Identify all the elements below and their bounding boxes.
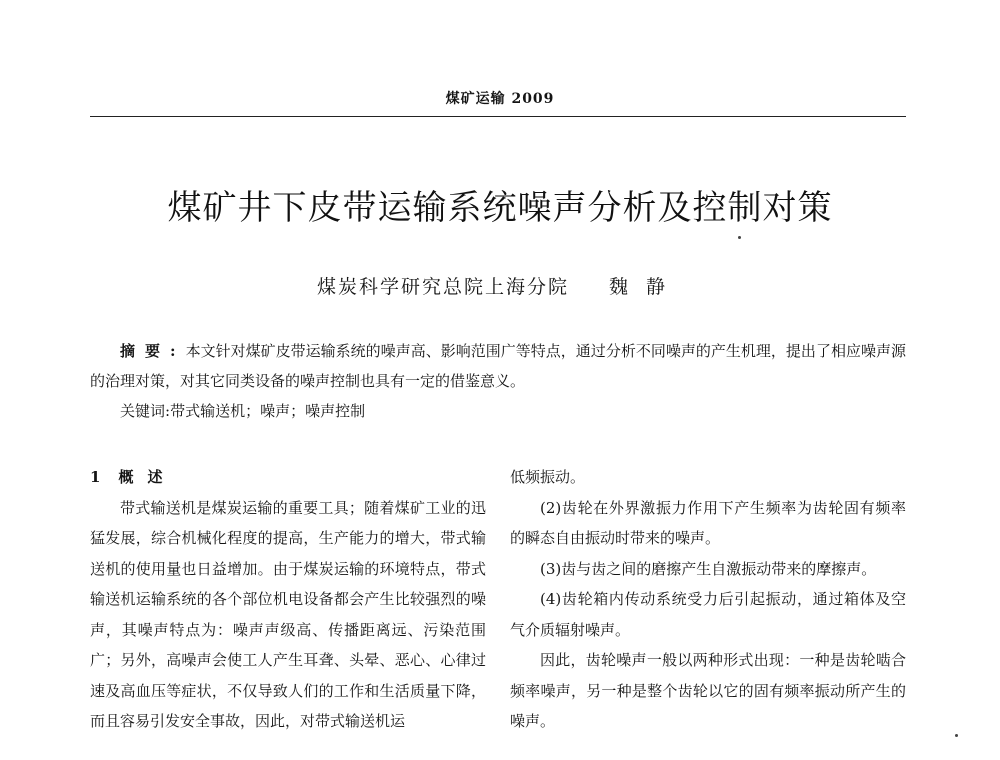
abstract-label: 摘要: xyxy=(120,342,186,360)
article-title: 煤矿井下皮带运输系统噪声分析及控制对策 xyxy=(167,188,833,228)
keywords-label: 关键词: xyxy=(120,402,171,420)
body-paragraph: 带式输送机是煤炭运输的重要工具；随着煤矿工业的迅猛发展，综合机械化程度的提高，生产能力的增大，带式输送机的使用量也日益增加。由于煤炭运输的环境特点，带式输送机运输系统的各个部位机电设备都会产生比较强烈的噪声，其噪声特点为：噪声声级高、传播距离远、污染范围广；另外，高噪声会使工人产生耳聋、头晕、恶心、心律过速及高血压等症状，不仅导致人们的工作和生活质量下降，而且容易引发安全事故，因此，对带式输送机运 xyxy=(90,498,486,730)
scan-speck xyxy=(738,236,741,239)
author-name: 魏静 xyxy=(609,276,684,298)
section-number: 1 xyxy=(90,468,101,486)
scan-speck xyxy=(955,734,958,737)
affiliation: 煤炭科学研究总院上海分院 xyxy=(316,276,569,298)
body-paragraph: 因此，齿轮噪声一般以两种形式出现：一种是齿轮啮合频率噪声，另一种是整个齿轮以它的固有频率振动所产生的噪声。 xyxy=(510,651,906,730)
section-title: 概述 xyxy=(118,468,177,486)
list-item: (2)齿轮在外界激振力作用下产生频率为齿轮固有频率的瞬态自由振动时带来的噪声。 xyxy=(510,498,906,547)
running-head: 煤矿运输 2009 xyxy=(445,91,555,107)
section-heading xyxy=(90,462,486,493)
keywords-text: 带式输送机；噪声；噪声控制 xyxy=(170,402,366,420)
keywords-line xyxy=(90,396,906,426)
list-item: (4)齿轮箱内传动系统受力后引起振动，通过箱体及空气介质辐射噪声。 xyxy=(510,590,906,639)
abstract-text: 本文针对煤矿皮带运输系统的噪声高、影响范围广等特点，通过分析不同噪声的产生机理，提出了相应噪声源的治理对策，对其它同类设备的噪声控制也具有一定的借鉴意义。 xyxy=(90,342,906,390)
list-item: (3)齿与齿之间的磨擦产生自激振动带来的摩擦声。 xyxy=(540,559,877,578)
byline xyxy=(0,272,1000,299)
header-rule xyxy=(90,116,906,117)
left-column xyxy=(90,462,486,737)
abstract-block xyxy=(90,336,906,426)
right-column xyxy=(510,462,906,737)
abstract-paragraph xyxy=(90,336,906,396)
continuation-text: 低频振动。 xyxy=(510,468,586,486)
